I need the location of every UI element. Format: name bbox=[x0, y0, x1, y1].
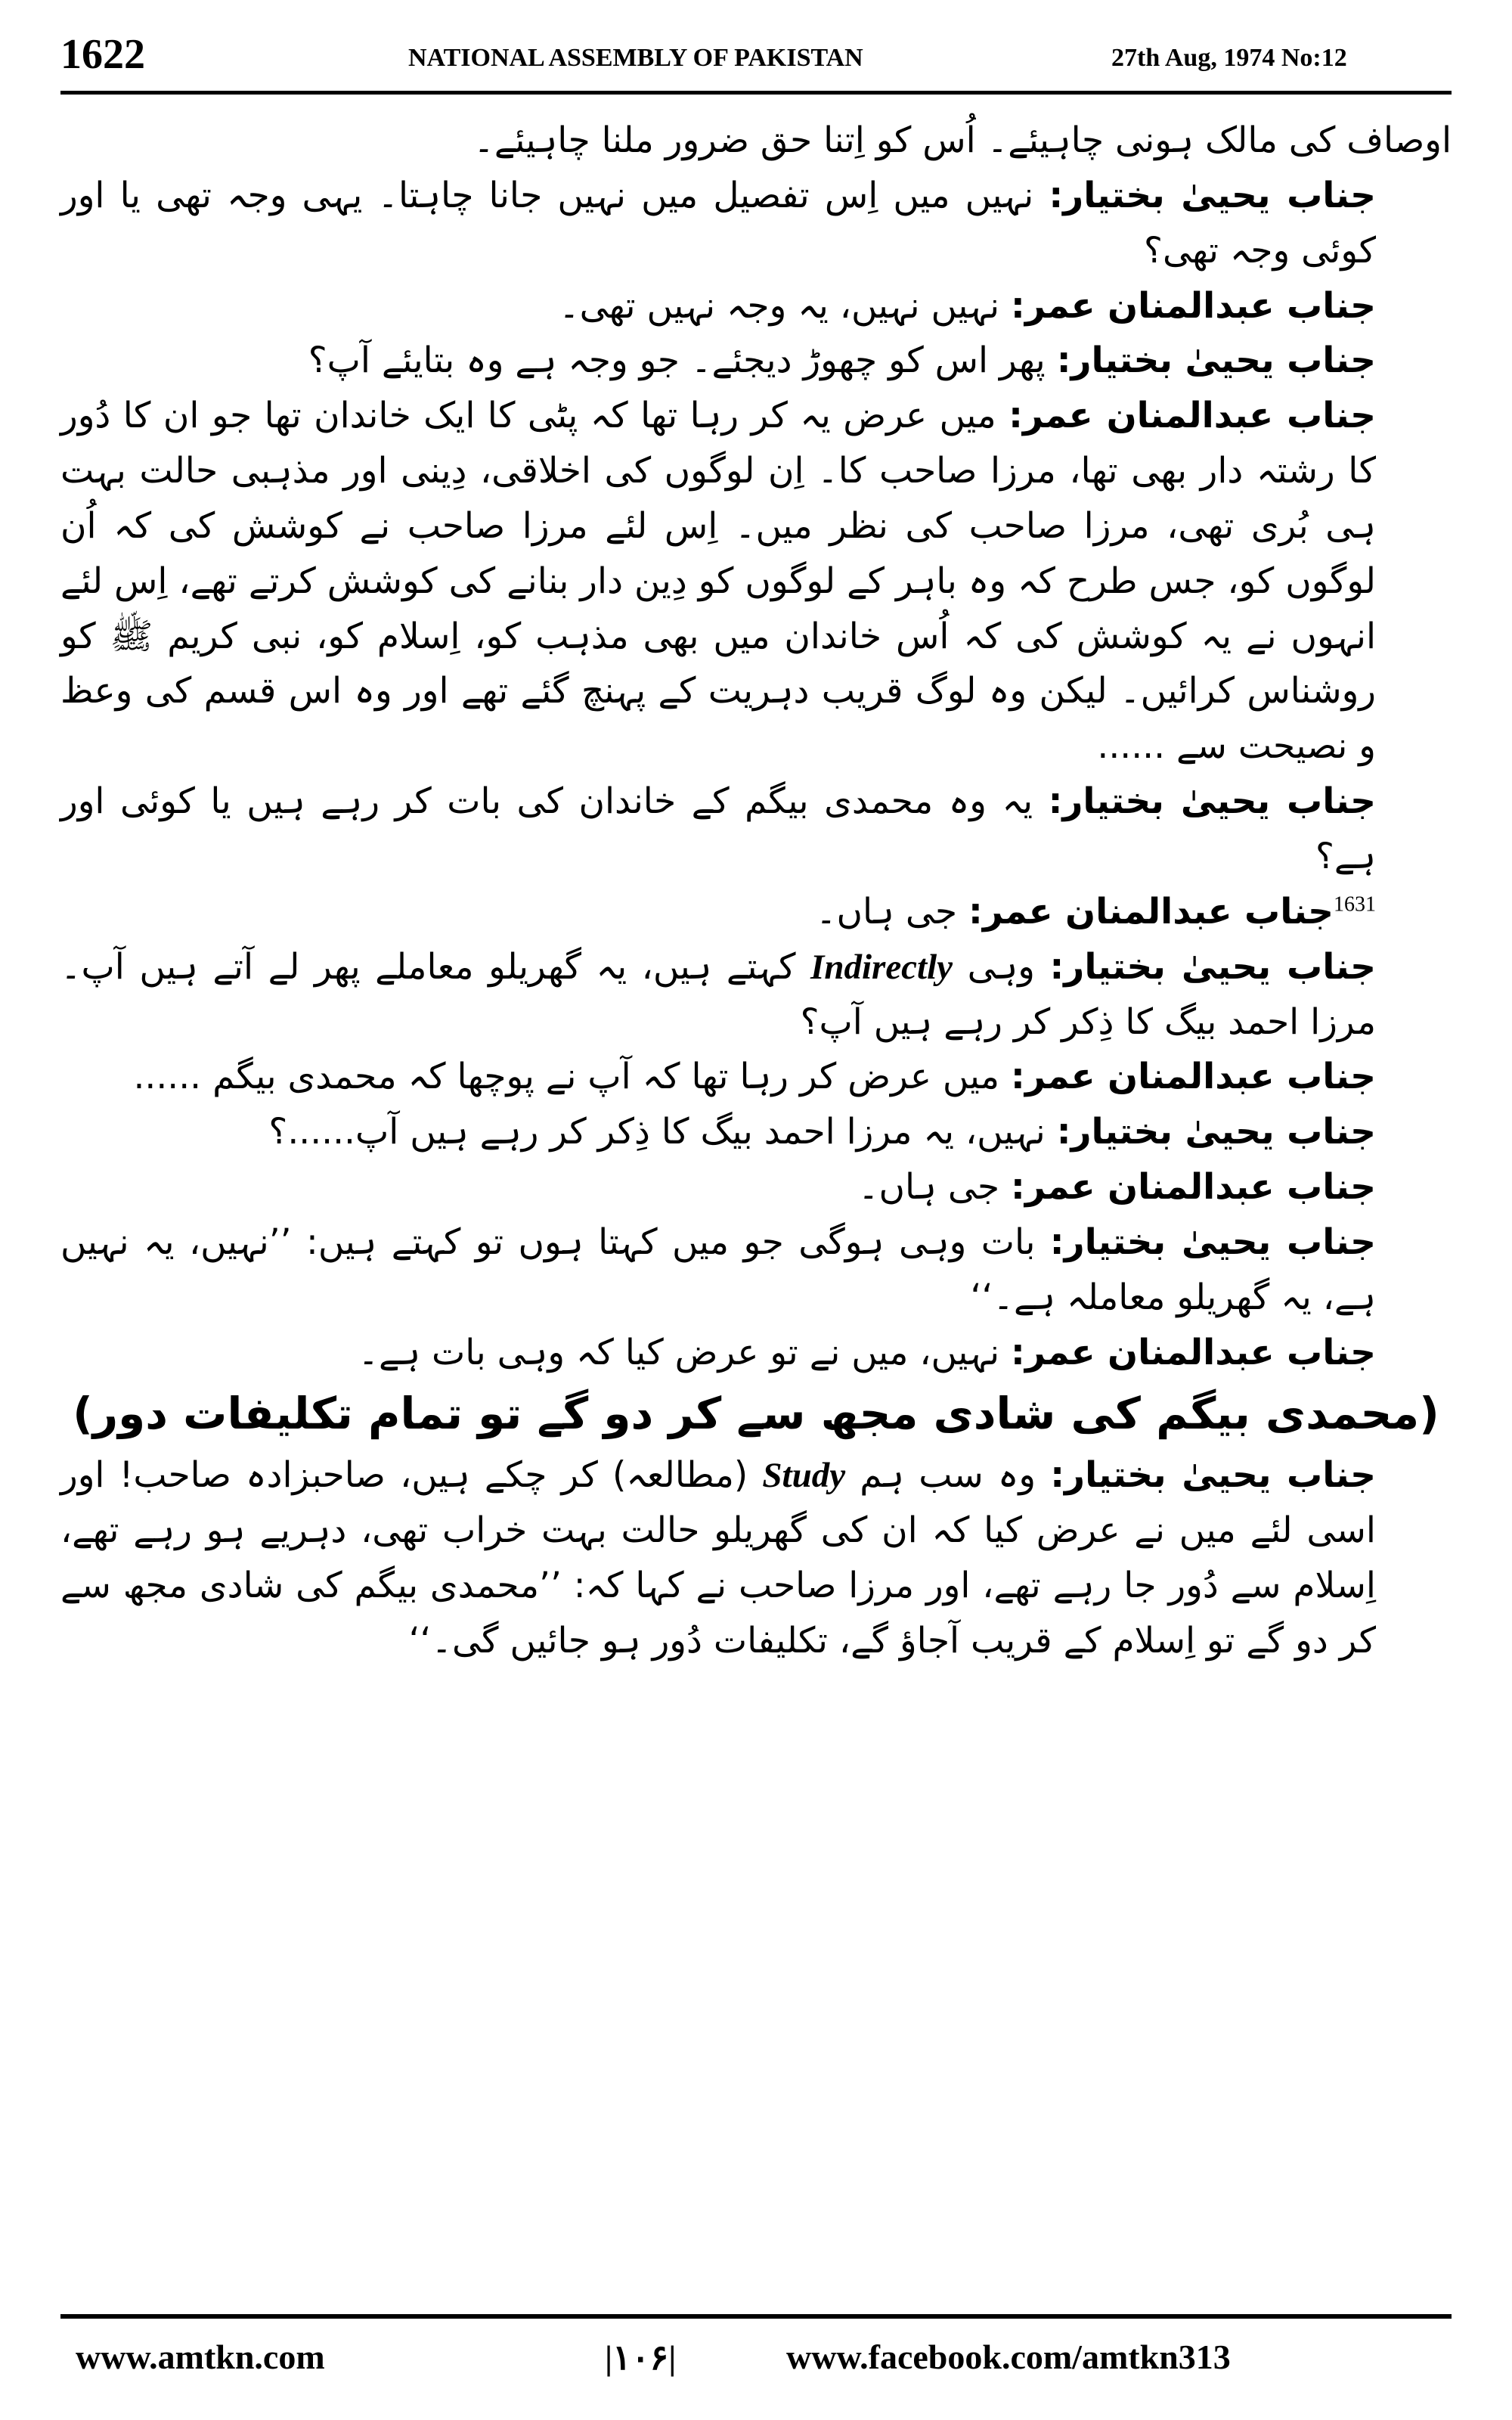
document-body bbox=[60, 113, 1452, 2291]
header-rule bbox=[60, 91, 1452, 95]
footer-rule bbox=[60, 2314, 1452, 2319]
speaker-name: جناب عبدالمنان عمر: bbox=[1009, 395, 1376, 437]
paragraph-continuation: اوصاف کی مالک ہونی چاہیئے۔ اُس کو اِتنا حق ضرور ملنا چاہیئے۔ bbox=[473, 119, 1452, 161]
english-term: Indirectly bbox=[810, 947, 953, 987]
paragraph-11 bbox=[60, 1215, 1452, 1326]
paragraph-2 bbox=[60, 279, 1452, 334]
speech-text: نہیں میں اِس تفصیل میں نہیں جانا چاہتا۔ یہی وجہ تھی یا اور کوئی وجہ تھی؟ bbox=[60, 174, 1376, 271]
speaker-name: جناب یحییٰ بختیار: bbox=[1050, 1454, 1376, 1497]
page-header bbox=[60, 30, 1452, 91]
speech-text: وہی bbox=[967, 945, 1035, 988]
footer-page-marker: |۱۰۶| bbox=[605, 2338, 677, 2377]
speech-text: میں عرض کر رہا تھا کہ آپ نے پوچھا کہ محمدی بیگم ...... bbox=[133, 1056, 1000, 1098]
speech-text: میں عرض یہ کر رہا تھا کہ پٹی کا ایک خاندان تھا جو ان کا دُور کا رشتہ دار بھی تھا، مرزا صاحب کا۔ اِن لوگوں کی اخلاقی، دِینی اور مذہبی حالت بہت ہی بُری تھی، مرزا صاحب کی نظر میں۔ اِس لئے مرزا صاحب نے کوشش کی کہ اُن لوگوں کو، جس طرح کہ وہ باہر کے لوگوں کو دِین دار بنانے کی کوشش کرتے تھے، اِس لئے انہوں نے یہ کوشش کی کہ اُس خاندان میں بھی مذہب کو، اِسلام کو، نبی کریم ﷺ کو روشناس کرائیں۔ لیکن وہ لوگ قریب دہریت کے پہنچ گئے تھے اور وہ اس قسم کی وعظ و نصیحت سے ...... bbox=[60, 395, 1376, 768]
speaker-name: جناب عبدالمنان عمر: bbox=[1011, 1166, 1376, 1208]
speaker-name: جناب یحییٰ بختیار: bbox=[1056, 1111, 1376, 1153]
paragraph-9 bbox=[60, 1105, 1452, 1160]
speech-text: نہیں، میں نے تو عرض کیا کہ وہی بات ہے۔ bbox=[358, 1331, 1000, 1373]
speech-text: کہتے ہیں، یہ گھریلو معاملے پھر لے آتے ہیں آپ۔ مرزا احمد بیگ کا ذِکر کر رہے ہیں آپ؟ bbox=[60, 945, 1376, 1043]
paragraph-10 bbox=[60, 1160, 1452, 1215]
speaker-name: جناب عبدالمنان عمر: bbox=[1011, 1331, 1376, 1373]
speaker-name: جناب یحییٰ بختیار: bbox=[1049, 1221, 1376, 1263]
footer-website-link: www.amtkn.com bbox=[76, 2338, 325, 2376]
speech-text: بات وہی ہوگی جو میں کہتا ہوں تو کہتے ہیں: ’’نہیں، یہ نہیں ہے، یہ گھریلو معاملہ ہے۔‘‘ bbox=[60, 1221, 1376, 1318]
paragraph-6 bbox=[60, 885, 1452, 940]
speaker-name: جناب یحییٰ بختیار: bbox=[1049, 945, 1376, 988]
speech-text: یہ وہ محمدی بیگم کے خاندان کی بات کر رہے ہیں یا کوئی اور ہے؟ bbox=[60, 780, 1376, 877]
publication-title: NATIONAL ASSEMBLY OF PAKISTAN bbox=[408, 44, 863, 72]
page-number: 1622 bbox=[60, 31, 145, 78]
paragraph-5 bbox=[60, 774, 1452, 885]
speaker-name: جناب یحییٰ بختیار: bbox=[1048, 780, 1376, 823]
paragraph-7 bbox=[60, 940, 1452, 1050]
section-heading: (محمدی بیگم کی شادی مجھ سے کر دو گے تو تمام تکلیفات دور) bbox=[73, 1388, 1439, 1440]
session-date: 27th Aug, 1974 No:12 bbox=[1111, 44, 1347, 72]
footer-facebook-link: www.facebook.com/amtkn313 bbox=[786, 2338, 1231, 2376]
paragraph-8 bbox=[60, 1050, 1452, 1105]
speech-text: نہیں، یہ مرزا احمد بیگ کا ذِکر کر رہے ہیں آپ......؟ bbox=[268, 1111, 1046, 1153]
paragraph-last bbox=[60, 1448, 1452, 1668]
speech-text: نہیں نہیں، یہ وجہ نہیں تھی۔ bbox=[559, 284, 1000, 327]
speech-text: وہ سب ہم bbox=[860, 1454, 1036, 1497]
paragraph-12 bbox=[60, 1326, 1452, 1381]
paragraph-1 bbox=[60, 169, 1452, 279]
speaker-name: جناب یحییٰ بختیار: bbox=[1056, 340, 1376, 382]
speech-text: جی ہاں۔ bbox=[857, 1166, 1000, 1208]
speech-text: پھر اس کو چھوڑ دیجئے۔ جو وجہ ہے وہ بتایئے آپ؟ bbox=[308, 340, 1046, 382]
paragraph-3 bbox=[60, 334, 1452, 389]
speech-text: جی ہاں۔ bbox=[815, 890, 958, 932]
page-footer bbox=[60, 2337, 1452, 2390]
speaker-name: جناب عبدالمنان عمر: bbox=[1011, 284, 1376, 327]
speaker-name: جناب عبدالمنان عمر: bbox=[968, 890, 1334, 932]
english-term: Study bbox=[762, 1456, 846, 1496]
speech-text: (مطالعہ) کر چکے ہیں، صاحبزادہ صاحب! اور اسی لئے میں نے عرض کیا کہ ان کی گھریلو حالت بہت خراب تھی، دہریے ہو رہے تھے، اِسلام سے دُور جا رہے تھے، اور مرزا صاحب نے کہا کہ: ’’محمدی بیگم کی شادی مجھ سے کر دو گے تو اِسلام کے قریب آجاؤ گے، تکلیفات دُور ہو جائیں گی۔‘‘ bbox=[60, 1454, 1376, 1661]
speaker-name: جناب یحییٰ بختیار: bbox=[1049, 174, 1377, 216]
page-reference: 1631 bbox=[1334, 892, 1376, 917]
paragraph-4 bbox=[60, 389, 1452, 774]
speaker-name: جناب عبدالمنان عمر: bbox=[1011, 1056, 1376, 1098]
